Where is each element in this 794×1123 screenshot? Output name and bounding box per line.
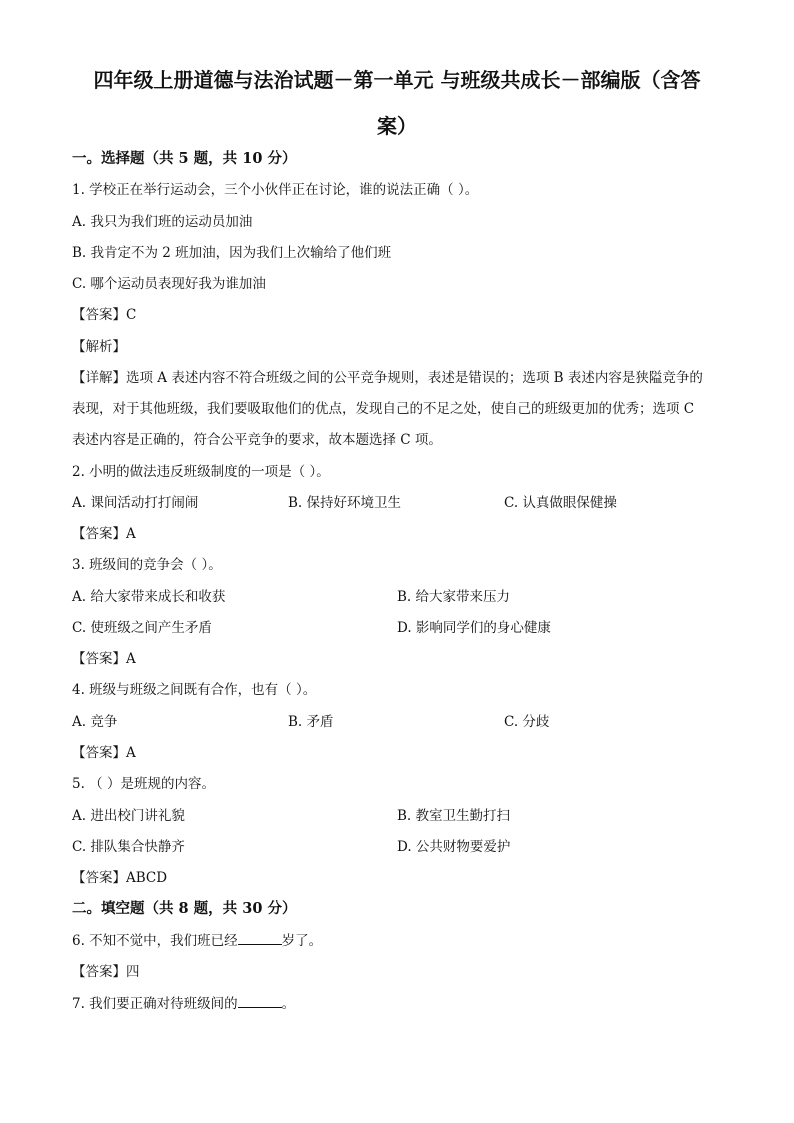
question-2-option-c: C. 认真做眼保健操 — [504, 495, 617, 511]
question-5-option-a: A. 进出校门讲礼貌 — [72, 808, 185, 824]
question-3-option-b: B. 给大家带来压力 — [397, 589, 511, 605]
question-5-stem: 5. （ ）是班规的内容。 — [72, 776, 215, 792]
document-title-line-2: 案） — [377, 114, 417, 138]
question-7-text-after: 。 — [281, 996, 296, 1012]
question-7-stem — [72, 995, 295, 1012]
question-4-stem: 4. 班级与班级之间既有合作，也有（ ）。 — [72, 682, 317, 698]
question-1-option-c: C. 哪个运动员表现好我为谁加油 — [72, 276, 266, 292]
question-1-stem: 1. 学校正在举行运动会，三个小伙伴正在讨论，谁的说法正确（ ）。 — [72, 182, 479, 198]
question-5-option-c: C. 排队集合快静齐 — [72, 839, 185, 855]
question-2-option-b: B. 保持好环境卫生 — [288, 495, 402, 511]
question-5-option-d: D. 公共财物要爱护 — [397, 839, 511, 855]
question-6-blank — [238, 932, 282, 945]
question-2-option-a: A. 课间活动打打闹闹 — [72, 495, 199, 511]
question-1-detail-line-2: 表现，对于其他班级，我们要吸取他们的优点，发现自己的不足之处，使自己的班级更加的优秀；选项 C — [72, 401, 695, 417]
question-2-answer: 【答案】A — [72, 526, 136, 542]
question-1-answer: 【答案】C — [72, 307, 137, 323]
question-3-answer: 【答案】A — [72, 651, 136, 667]
question-3-option-c: C. 使班级之间产生矛盾 — [72, 620, 212, 636]
question-5-answer: 【答案】ABCD — [72, 870, 168, 886]
question-1-analysis-label: 【解析】 — [72, 339, 126, 355]
section-heading-fill-blank: 二。填空题（共 8 题，共 30 分） — [72, 900, 297, 917]
question-3-option-a: A. 给大家带来成长和收获 — [72, 589, 226, 605]
question-7-text-before: 7. 我们要正确对待班级间的 — [72, 996, 238, 1012]
question-7-blank — [238, 995, 282, 1008]
question-5-option-b: B. 教室卫生勤打扫 — [397, 808, 511, 824]
question-6-text-before: 6. 不知不觉中，我们班已经 — [72, 933, 238, 949]
question-4-option-b: B. 矛盾 — [288, 714, 334, 730]
question-6-stem — [72, 932, 322, 949]
section-heading-choice: 一。选择题（共 5 题，共 10 分） — [72, 150, 297, 167]
question-1-detail-line-3: 表述内容是正确的，符合公平竞争的要求，故本题选择 C 项。 — [72, 432, 442, 448]
question-1-option-a: A. 我只为我们班的运动员加油 — [72, 214, 253, 230]
question-3-stem: 3. 班级间的竞争会（ ）。 — [72, 557, 222, 573]
question-1-option-b: B. 我肯定不为 2 班加油，因为我们上次输给了他们班 — [72, 245, 392, 261]
question-1-detail-line-1: 【详解】选项 A 表述内容不符合班级之间的公平竞争规则，表述是错误的；选项 B 表述内容是狭隘竞争的 — [72, 370, 703, 386]
question-6-answer: 【答案】四 — [72, 964, 140, 980]
question-4-answer: 【答案】A — [72, 745, 136, 761]
question-3-option-d: D. 影响同学们的身心健康 — [397, 620, 551, 636]
question-4-option-a: A. 竞争 — [72, 714, 118, 730]
question-2-stem: 2. 小明的做法违反班级制度的一项是（ ）。 — [72, 464, 330, 480]
question-6-text-after: 岁了。 — [281, 933, 323, 949]
question-4-option-c: C. 分歧 — [504, 714, 550, 730]
document-title-line-1: 四年级上册道德与法治试题－第一单元 与班级共成长－部编版（含答 — [93, 68, 701, 92]
